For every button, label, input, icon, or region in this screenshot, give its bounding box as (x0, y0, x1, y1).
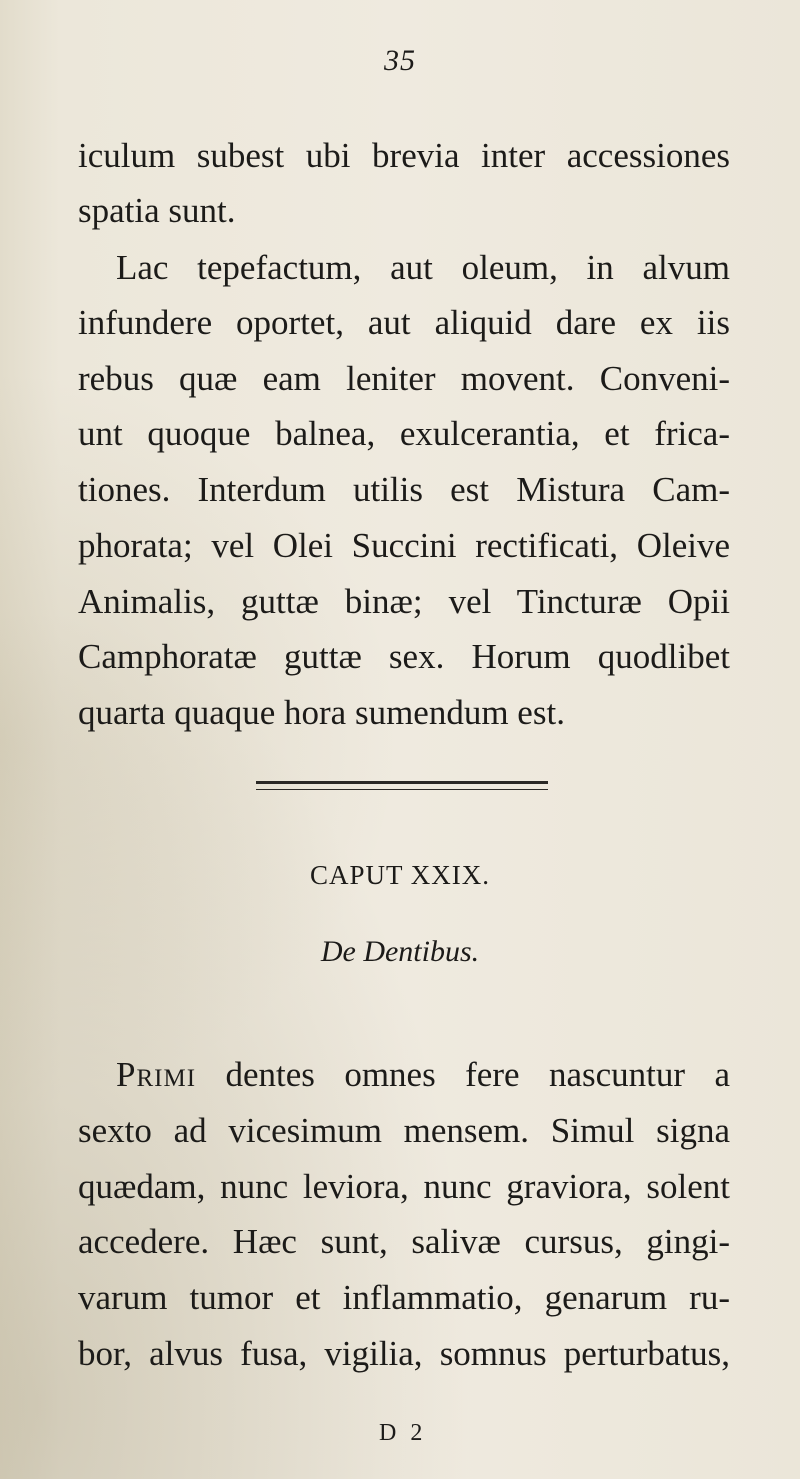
text-line: rebus quæ eam leniter movent. Conveni- (78, 359, 730, 398)
text-line: bor, alvus fusa, vigilia, somnus perturbatus, (78, 1334, 730, 1373)
text-line-first (116, 1057, 730, 1092)
section-divider-thin (256, 789, 548, 790)
section-divider-thick (256, 781, 548, 784)
text-line: spatia sunt. (78, 191, 236, 230)
chapter-title: CAPUT XXIX. (309, 860, 490, 890)
text-line: sexto ad vicesimum mensem. Simul signa (78, 1111, 730, 1150)
lead-word: Primi (116, 1055, 197, 1094)
text-line: iculum subest ubi brevia inter accessiones (78, 136, 730, 175)
text-line: varum tumor et inflammatio, genarum ru- (78, 1278, 730, 1317)
text-line: unt quoque balnea, exulcerantia, et frica- (78, 414, 730, 453)
signature-mark: D 2 (379, 1420, 427, 1446)
first-line-rest: dentes omnes fere nascuntur a (196, 1055, 730, 1094)
text-line: Lac tepefactum, aut oleum, in alvum (116, 248, 730, 287)
text-line: infundere oportet, aut aliquid dare ex iis (78, 303, 730, 342)
text-line: Animalis, guttæ binæ; vel Tincturæ Opii (78, 582, 730, 621)
text-line: accedere. Hæc sunt, salivæ cursus, gingi- (78, 1222, 730, 1261)
text-line: tiones. Interdum utilis est Mistura Cam- (78, 470, 730, 509)
text-line: phorata; vel Olei Succini rectificati, Oleive (78, 526, 730, 565)
text-line: Camphoratæ guttæ sex. Horum quodlibet (78, 637, 730, 676)
chapter-subtitle: De Dentibus. (320, 935, 480, 968)
text-line: quarta quaque hora sumendum est. (78, 693, 565, 732)
text-line: quædam, nunc leviora, nunc graviora, solent (78, 1167, 730, 1206)
page-number: 35 (384, 44, 416, 77)
